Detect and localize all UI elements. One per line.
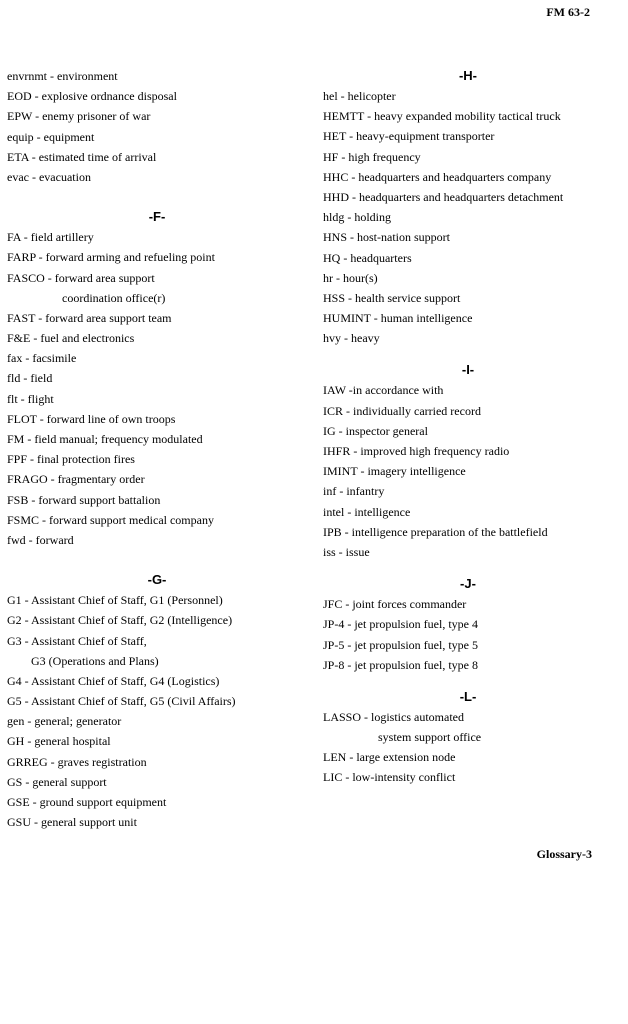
glossary-entry: equip - equipment xyxy=(7,129,95,144)
glossary-entry: hel - helicopter xyxy=(323,89,396,103)
glossary-entry: ICR - individually carried record xyxy=(323,403,481,418)
glossary-entry: FSMC - forward support medical company xyxy=(7,512,214,527)
glossary-entry: FASCO - forward area support xyxy=(7,270,155,285)
page-label: Glossary-3 xyxy=(536,847,592,861)
glossary-entry: IPB - intelligence preparation of the battlefield xyxy=(323,524,548,539)
glossary-entry: LEN - large extension node xyxy=(323,750,456,765)
glossary-entry: intel - intelligence xyxy=(323,504,411,519)
glossary-entry-continuation: G3 (Operations and Plans) xyxy=(31,653,159,668)
glossary-entry: HET - heavy-equipment transporter xyxy=(323,129,495,144)
glossary-entry: HF - high frequency xyxy=(323,149,421,164)
section-heading-g: -G- xyxy=(147,572,167,588)
glossary-entry: FLOT - forward line of own troops xyxy=(7,411,176,426)
glossary-entry: FSB - forward support battalion xyxy=(7,492,161,507)
glossary-entry: JFC - joint forces commander xyxy=(323,597,467,612)
glossary-entry: HUMINT - human intelligence xyxy=(323,311,473,326)
glossary-entry: G1 - Assistant Chief of Staff, G1 (Personnel) xyxy=(7,593,223,608)
glossary-right-column xyxy=(323,66,613,788)
glossary-entry: HNS - host-nation support xyxy=(323,230,450,245)
glossary-entry: G3 - Assistant Chief of Staff, xyxy=(7,633,147,648)
glossary-entry: G4 - Assistant Chief of Staff, G4 (Logistics) xyxy=(7,673,220,688)
glossary-entry: HHC - headquarters and headquarters company xyxy=(323,169,552,184)
glossary-entry: gen - general; generator xyxy=(7,714,122,729)
glossary-entry: FPF - final protection fires xyxy=(7,452,135,467)
glossary-entry: IHFR - improved high frequency radio xyxy=(323,444,510,458)
glossary-entry: hr - hour(s) xyxy=(323,270,378,285)
document-id: FM 63-2 xyxy=(546,5,590,19)
glossary-entry: fwd - forward xyxy=(7,532,74,547)
glossary-entry: evac - evacuation xyxy=(7,169,91,184)
glossary-entry: FRAGO - fragmentary order xyxy=(7,472,145,487)
glossary-entry: LIC - low-intensity conflict xyxy=(323,770,456,785)
glossary-entry: inf - infantry xyxy=(323,484,385,499)
glossary-entry: G5 - Assistant Chief of Staff, G5 (Civil Affairs) xyxy=(7,694,236,709)
glossary-entry: FM - field manual; frequency modulated xyxy=(7,432,203,446)
glossary-entry-continuation: system support office xyxy=(378,730,482,745)
glossary-entry: F&E - fuel and electronics xyxy=(7,331,135,346)
glossary-entry: ETA - estimated time of arrival xyxy=(7,149,157,164)
glossary-entry: G2 - Assistant Chief of Staff, G2 (Intelligence) xyxy=(7,613,233,628)
glossary-entry: IMINT - imagery intelligence xyxy=(323,464,466,479)
glossary-entry: JP-4 - jet propulsion fuel, type 4 xyxy=(323,617,478,632)
glossary-entry: EPW - enemy prisoner of war xyxy=(7,109,151,124)
glossary-entry: HEMTT - heavy expanded mobility tactical truck xyxy=(323,109,561,124)
glossary-entry: fld - field xyxy=(7,371,53,386)
glossary-entry: fax - facsimile xyxy=(7,351,77,366)
glossary-entry: JP-8 - jet propulsion fuel, type 8 xyxy=(323,657,478,672)
glossary-entry: IG - inspector general xyxy=(323,423,428,438)
glossary-entry: EOD - explosive ordnance disposal xyxy=(7,89,177,104)
glossary-entry: hldg - holding xyxy=(323,210,391,225)
glossary-entry: JP-5 - jet propulsion fuel, type 5 xyxy=(323,637,478,652)
section-heading-j: -J- xyxy=(460,576,476,592)
glossary-entry: IAW -in accordance with xyxy=(323,383,444,398)
glossary-entry: FA - field artillery xyxy=(7,230,94,245)
glossary-left-column xyxy=(7,66,307,832)
glossary-entry: HSS - health service support xyxy=(323,290,461,305)
glossary-entry: FAST - forward area support team xyxy=(7,310,172,325)
section-heading-l: -L- xyxy=(459,688,477,704)
glossary-entry: GRREG - graves registration xyxy=(7,754,147,769)
glossary-entry-continuation: coordination office(r) xyxy=(62,290,166,305)
glossary-entry: FARP - forward arming and refueling point xyxy=(7,250,215,265)
glossary-entry: GSE - ground support equipment xyxy=(7,795,167,809)
section-heading-h: -H- xyxy=(458,68,478,83)
glossary-entry: GS - general support xyxy=(7,774,107,789)
glossary-entry: flt - flight xyxy=(7,391,54,406)
glossary-entry: HQ - headquarters xyxy=(323,250,412,265)
glossary-entry: iss - issue xyxy=(323,544,370,559)
glossary-entry: envrnmt - environment xyxy=(7,69,118,83)
glossary-entry: HHD - headquarters and headquarters detachment xyxy=(323,189,564,204)
section-heading-i: -I- xyxy=(461,362,475,378)
glossary-entry: LASSO - logistics automated xyxy=(323,709,464,724)
glossary-entry: GH - general hospital xyxy=(7,734,111,749)
glossary-entry: hvy - heavy xyxy=(323,331,380,346)
section-heading-f: -F- xyxy=(148,209,166,225)
glossary-entry: GSU - general support unit xyxy=(7,815,137,830)
